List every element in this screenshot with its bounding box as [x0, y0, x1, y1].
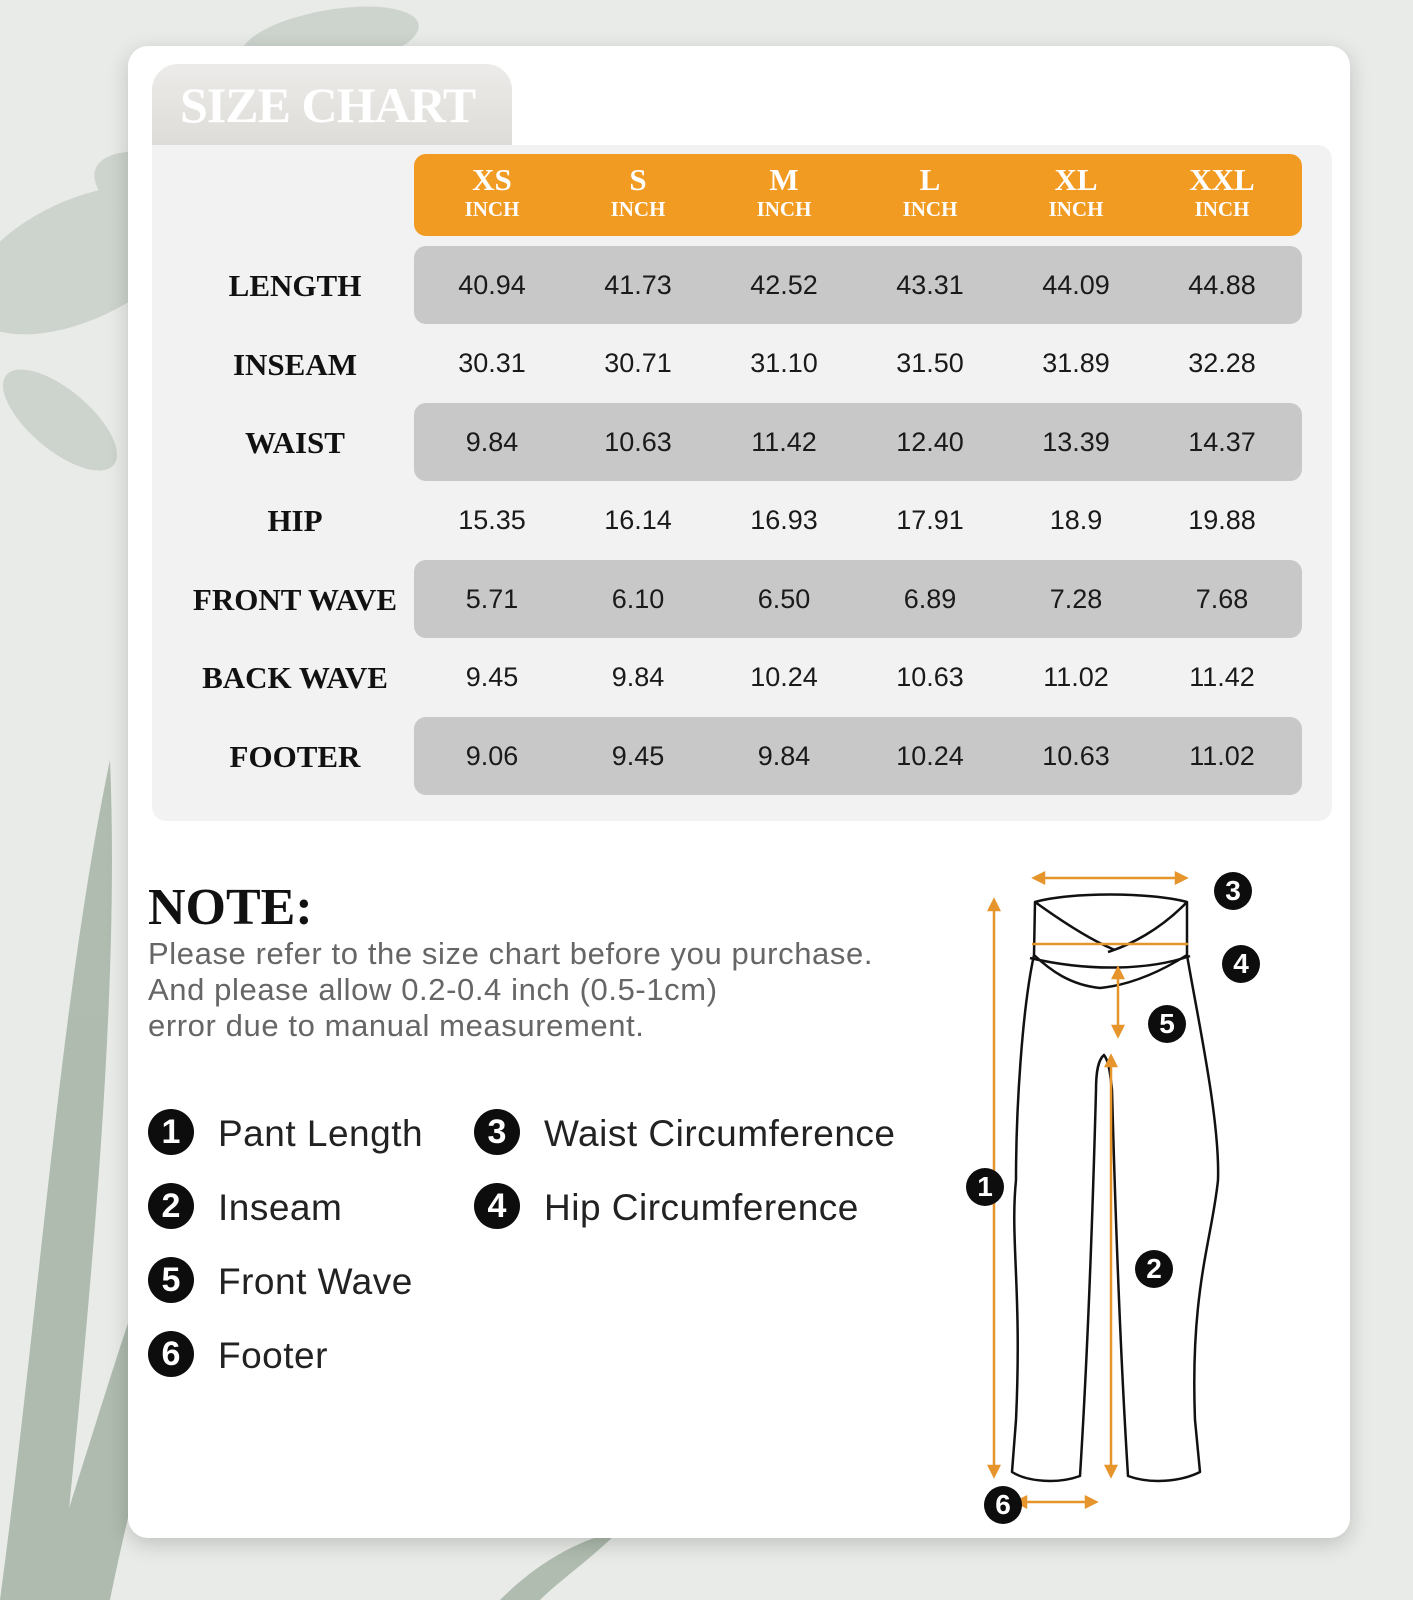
table-cell: 44.09	[1042, 270, 1110, 300]
table-cell: 31.89	[1042, 348, 1110, 378]
number-badge-icon: 4	[474, 1183, 520, 1229]
table-cell: 6.10	[611, 584, 665, 614]
table-cell: 6.50	[757, 584, 811, 614]
note-line: And please allow 0.2-0.4 inch (0.5-1cm)	[148, 972, 718, 1007]
page-title: SIZE CHART	[180, 77, 476, 133]
size-unit: INCH	[902, 197, 958, 221]
table-cell: 40.94	[458, 270, 526, 300]
diagram-mark-2: 2	[1135, 1250, 1173, 1288]
number-badge-icon: 6	[148, 1331, 194, 1377]
table-cell: 9.84	[465, 427, 519, 457]
table-cell: 9.84	[611, 662, 665, 692]
table-cell: 10.63	[896, 662, 964, 692]
diagram-mark-6: 6	[984, 1486, 1022, 1524]
size-name: XL	[1054, 162, 1098, 197]
size-unit: INCH	[610, 197, 666, 221]
size-header-l	[857, 164, 1003, 222]
table-cell: 18.9	[1049, 505, 1103, 535]
row-label-back-wave: BACK WAVE	[202, 660, 388, 695]
size-unit: INCH	[1048, 197, 1104, 221]
legend-label: Front Wave	[218, 1261, 413, 1302]
legend-label: Pant Length	[218, 1113, 424, 1154]
table-cell: 31.50	[896, 348, 964, 378]
table-cell: 9.45	[465, 662, 519, 692]
table-cell: 30.31	[458, 348, 526, 378]
table-cell: 11.42	[1189, 662, 1255, 692]
table-cell: 9.06	[465, 741, 519, 771]
number-badge-icon: 3	[474, 1109, 520, 1155]
size-unit: INCH	[756, 197, 812, 221]
table-cell: 11.42	[751, 427, 817, 457]
row-label-inseam: INSEAM	[232, 347, 357, 382]
size-header-m	[711, 164, 857, 222]
size-name: M	[769, 162, 799, 197]
size-header-xl	[1003, 164, 1149, 222]
table-cell: 14.37	[1188, 427, 1256, 457]
table-cell: 11.02	[1043, 662, 1109, 692]
size-name: S	[629, 162, 647, 197]
size-unit: INCH	[1194, 197, 1250, 221]
row-label-front-wave: FRONT WAVE	[192, 582, 398, 617]
legend-label: Footer	[218, 1335, 328, 1376]
diagram-mark-1: 1	[966, 1168, 1004, 1206]
table-cell: 10.24	[896, 741, 964, 771]
table-cell: 9.84	[757, 741, 811, 771]
size-header-s	[565, 164, 711, 222]
number-badge-icon: 5	[148, 1257, 194, 1303]
table-cell: 42.52	[750, 270, 818, 300]
note-title: NOTE:	[148, 879, 313, 936]
table-cell: 19.88	[1188, 505, 1256, 535]
table-cell: 32.28	[1188, 348, 1256, 378]
note-line: Please refer to the size chart before you purchase.	[148, 936, 874, 971]
row-label-length: LENGTH	[228, 268, 362, 303]
table-cell: 12.40	[896, 427, 964, 457]
table-cell: 10.24	[750, 662, 818, 692]
size-name: XXL	[1189, 162, 1255, 197]
table-cell: 11.02	[1189, 741, 1255, 771]
table-cell: 43.31	[896, 270, 964, 300]
table-cell: 5.71	[465, 584, 519, 614]
size-header-xs	[419, 164, 565, 222]
table-cell: 17.91	[896, 505, 964, 535]
table-cell: 16.93	[750, 505, 818, 535]
diagram-mark-3: 3	[1214, 872, 1252, 910]
size-header-xxl	[1149, 164, 1295, 222]
table-cell: 10.63	[1042, 741, 1110, 771]
table-cell: 7.68	[1195, 584, 1249, 614]
diagram-mark-4: 4	[1222, 945, 1260, 983]
legend-label: Waist Circumference	[544, 1113, 896, 1154]
row-label-footer: FOOTER	[229, 739, 361, 774]
number-badge-icon: 1	[148, 1109, 194, 1155]
size-name: XS	[472, 162, 512, 197]
table-cell: 15.35	[458, 505, 526, 535]
table-cell: 7.28	[1049, 584, 1103, 614]
note-line: error due to manual measurement.	[148, 1008, 645, 1043]
pants-outline	[1012, 895, 1218, 1481]
table-cell: 13.39	[1042, 427, 1110, 457]
legend-label: Inseam	[218, 1187, 343, 1228]
table-cell: 31.10	[750, 348, 818, 378]
legend-label: Hip Circumference	[544, 1187, 859, 1228]
number-badge-icon: 2	[148, 1183, 194, 1229]
table-cell: 6.89	[903, 584, 957, 614]
table-cell: 16.14	[604, 505, 672, 535]
diagram-mark-5: 5	[1148, 1005, 1186, 1043]
row-label-waist: WAIST	[245, 425, 345, 460]
size-unit: INCH	[464, 197, 520, 221]
table-cell: 30.71	[604, 348, 672, 378]
row-label-hip: HIP	[267, 503, 323, 538]
size-name: L	[919, 162, 941, 197]
table-cell: 44.88	[1188, 270, 1256, 300]
table-cell: 10.63	[604, 427, 672, 457]
table-cell: 9.45	[611, 741, 665, 771]
table-cell: 41.73	[604, 270, 672, 300]
